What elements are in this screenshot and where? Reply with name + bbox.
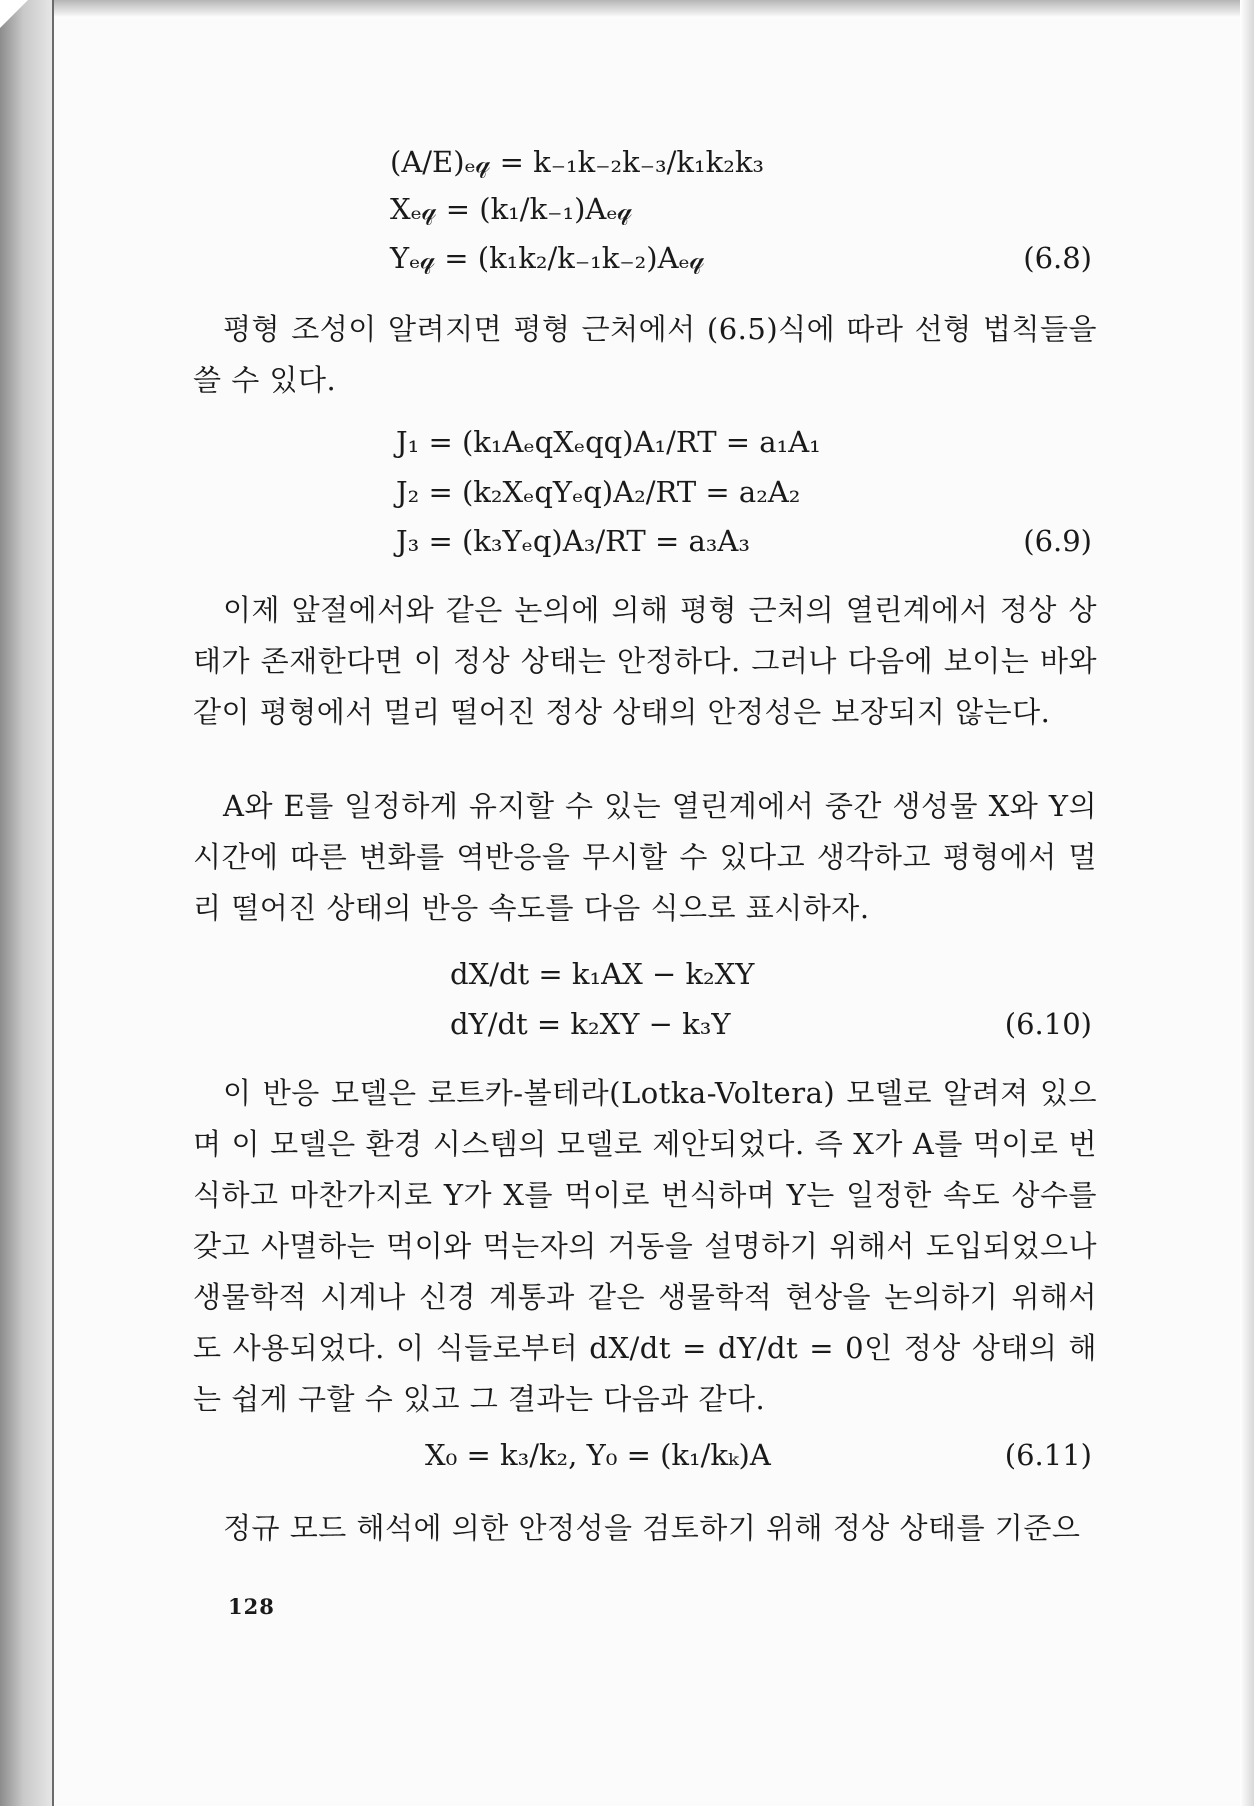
equation-expression: X₀ = k₃/k₂, Y₀ = (k₁/kₖ)A [425, 1438, 771, 1472]
equation-expression: Xₑ𝓆 = (k₁/k₋₁)Aₑ𝓆 [390, 192, 633, 226]
paragraph-4: 이 반응 모델은 로트카-볼테라(Lotka-Voltera) 모델로 알려져 있으며 이 모델은 환경 시스템의 모델로 제안되었다. 즉 X가 A를 먹이로 번식하고 마찬가지로 Y가 X를 먹이로 번식하며 Y는 일정한 속도 상수를 갖고 사멸하는 먹이와 먹는자의 거동을 설명하기 위해서 도입되었으나 생물학적 시계나 신경 계통과 같은 생물학적 현상을 논의하기 위해서도 사용되었다. 이 식들로부터 dX/dt = dY/dt = 0인 정상 상태의 해는 쉽게 구할 수 있고 그 결과는 다음과 같다. [193, 1076, 1097, 1416]
equation-number: (6.10) [1004, 1007, 1092, 1041]
paragraph-1: 평형 조성이 알려지면 평형 근처에서 (6.5)식에 따라 선형 법칙들을 쓸 수 있다. [193, 312, 1097, 397]
equation-6-10-line-2 [0, 1001, 1240, 1047]
page-number: 128 [228, 1594, 275, 1619]
equation-6-8-line-3 [0, 235, 1240, 281]
equation-6-8-line-1 [0, 139, 1240, 185]
equation-number: (6.11) [1004, 1438, 1092, 1472]
equation-expression: Yₑ𝓆 = (k₁k₂/k₋₁k₋₂)Aₑ𝓆 [390, 241, 705, 275]
paragraph-3: A와 E를 일정하게 유지할 수 있는 열린계에서 중간 생성물 X와 Y의 시간에 따른 변화를 역반응을 무시할 수 있다고 생각하고 평형에서 멀리 떨어진 상태의 반응 속도를 다음 식으로 표시하자. [193, 789, 1097, 925]
page-top-edge [0, 0, 1254, 18]
equation-6-11 [0, 1432, 1240, 1478]
equation-expression: J₃ = (k₃Yₑq)A₃/RT = a₃A₃ [396, 524, 750, 558]
equation-6-8-line-2 [0, 186, 1240, 232]
paragraph-5: 정규 모드 해석에 의한 안정성을 검토하기 위해 정상 상태를 기준으 [223, 1511, 1081, 1545]
equation-number: (6.8) [1023, 241, 1092, 275]
equation-6-9-line-2 [0, 469, 1240, 515]
equation-6-9-line-3 [0, 518, 1240, 564]
page-corner [0, 0, 28, 28]
equation-expression: J₂ = (k₂XₑqYₑq)A₂/RT = a₂A₂ [396, 475, 801, 509]
equation-number: (6.9) [1023, 524, 1092, 558]
page-edge-shadow [1240, 0, 1254, 1806]
equation-6-9-line-1 [0, 419, 1240, 465]
equation-expression: J₁ = (k₁AₑqXₑqq)A₁/RT = a₁A₁ [396, 425, 821, 459]
equation-expression: (A/E)ₑ𝓆 = k₋₁k₋₂k₋₃/k₁k₂k₃ [390, 145, 765, 179]
equation-expression: dX/dt = k₁AX − k₂XY [450, 957, 755, 991]
equation-expression: dY/dt = k₂XY − k₃Y [450, 1007, 731, 1041]
paragraph-2: 이제 앞절에서와 같은 논의에 의해 평형 근처의 열린계에서 정상 상태가 존재한다면 이 정상 상태는 안정하다. 그러나 다음에 보이는 바와 같이 평형에서 멀리 떨어진 정상 상태의 안정성은 보장되지 않는다. [193, 593, 1097, 729]
equation-6-10-line-1 [0, 951, 1240, 997]
